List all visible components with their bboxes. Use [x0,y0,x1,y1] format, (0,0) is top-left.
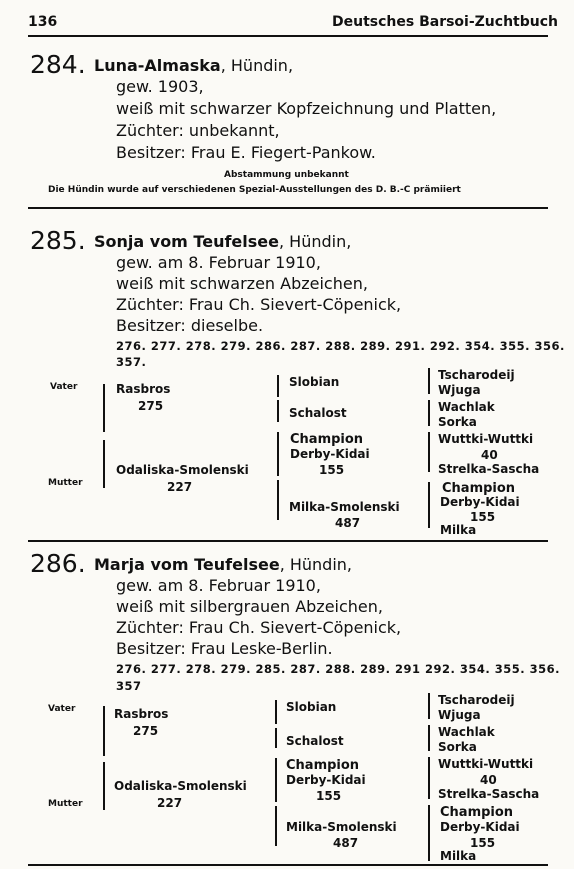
pedigree-brace [428,368,430,394]
dog-sex: , Hündin, [279,555,352,574]
ancestor: Wjuga [438,383,481,397]
reference-numbers: 276. 277. 278. 279. 285. 287. 288. 289. 291 292. 354. 355. 356. [116,662,561,676]
dog-sex: , Hündin, [220,56,294,75]
champion-title: Champion [290,432,364,447]
ancestor: Tscharodeij [438,368,515,382]
dam-number: 227 [167,480,193,494]
header-rule [28,35,548,37]
ancestor: Tscharodeij [438,693,515,707]
ancestor-number: 155 [470,836,496,850]
dam-name: Odaliska-Smolenski [116,463,249,477]
dog-name: Luna-Almaska [94,56,221,75]
birth-line: gew. am 8. Februar 1910, [116,253,321,272]
dam-sire-number: 155 [316,789,342,803]
ancestor: Wachlak [438,400,495,414]
dam-dam: Milka-Smolenski [289,500,400,514]
color-line: weiß mit schwarzer Kopfzeichnung und Platten, [116,99,497,118]
breeder-line: Züchter: Frau Ch. Sievert-Cöpenick, [116,295,402,314]
reference-numbers: 276. 277. 278. 279. 286. 287. 288. 289. 291. 292. 354. 355. 356. [116,339,565,353]
pedigree-brace [277,375,279,397]
champion-title: Champion [286,758,360,773]
ancestor: Wachlak [438,725,495,739]
entry-number: 286. [30,549,86,578]
ancestor: Derby-Kidai [440,820,520,834]
pedigree-brace [428,693,430,719]
owner-line: Besitzer: Frau Leske-Berlin. [116,639,333,658]
color-line: weiß mit schwarzen Abzeichen, [116,274,368,293]
pedigree-brace [428,432,430,472]
page-bottom-rule [28,864,548,866]
pedigree-brace [103,384,105,432]
ancestor: Sorka [438,740,477,754]
pedigree-brace [428,757,430,799]
dam-label: Mutter [48,799,83,809]
pedigree-brace [103,762,105,810]
entry-title [94,555,352,574]
dam-dam-number: 487 [335,516,361,530]
champion-title: Champion [442,481,516,496]
champion-title: Champion [440,805,514,820]
dam-sire: Derby-Kidai [290,447,370,461]
sire-name: Rasbros [116,382,171,396]
ancestor-number: 155 [470,510,496,524]
color-line: weiß mit silbergrauen Abzeichen, [116,597,383,616]
dam-number: 227 [157,796,183,810]
reference-numbers-cont: 357. [116,355,147,369]
birth-line: gew. am 8. Februar 1910, [116,576,321,595]
ancestor: Derby-Kidai [440,495,520,509]
sire-sire: Slobian [289,375,340,389]
ancestor: Wjuga [438,708,481,722]
sire-name: Rasbros [114,707,169,721]
entry-number: 284. [30,50,86,79]
breeder-line: Züchter: Frau Ch. Sievert-Cöpenick, [116,618,402,637]
entry-title [94,232,351,251]
award-note: Die Hündin wurde auf verschiedenen Spezial-Ausstellungen des D. B.-C prämiiert [48,185,461,195]
lineage-note: Abstammung unbekannt [224,170,349,180]
reference-numbers-cont: 357 [116,679,142,693]
ancestor: Sorka [438,415,477,429]
sire-dam: Schalost [289,406,347,420]
ancestor: Strelka-Sascha [438,462,540,476]
ancestor: Milka [440,849,477,863]
page-number: 136 [28,14,58,30]
dam-name: Odaliska-Smolenski [114,779,247,793]
pedigree-brace [275,728,277,748]
book-title: Deutsches Barsoi-Zuchtbuch [332,14,558,30]
sire-number: 275 [138,399,164,413]
dam-sire-number: 155 [319,463,345,477]
pedigree-brace [103,706,105,756]
pedigree-brace [428,482,430,528]
sire-label: Vater [48,704,76,714]
entry-title [94,56,293,75]
ancestor: Wuttki-Wuttki [438,757,534,771]
pedigree-brace [275,758,277,802]
dog-sex: , Hündin, [278,232,352,251]
birth-line: gew. 1903, [116,77,204,96]
ancestor: Wuttki-Wuttki [438,432,534,446]
dam-sire: Derby-Kidai [286,773,366,787]
sire-label: Vater [50,382,78,392]
sire-dam: Schalost [286,734,344,748]
pedigree-brace [277,400,279,422]
pedigree-brace [428,805,430,861]
pedigree-brace [275,806,277,846]
ancestor: Strelka-Sascha [438,787,540,801]
ancestor-number: 40 [480,773,497,787]
sire-number: 275 [133,724,159,738]
pedigree-brace [428,725,430,751]
owner-line: Besitzer: Frau E. Fiegert-Pankow. [116,143,376,162]
dog-name: Marja vom Teufelsee [94,555,280,574]
ancestor-number: 40 [481,448,498,462]
entry-number: 285. [30,226,86,255]
pedigree-brace [103,440,105,488]
pedigree-brace [275,700,277,724]
breeder-line: Züchter: unbekannt, [116,121,280,140]
entry-divider [28,207,548,209]
dam-dam-number: 487 [333,836,359,850]
pedigree-brace [277,432,279,476]
ancestor: Milka [440,523,477,537]
dog-name: Sonja vom Teufelsee [94,232,279,251]
dam-label: Mutter [48,478,83,488]
dam-dam: Milka-Smolenski [286,820,397,834]
sire-sire: Slobian [286,700,337,714]
owner-line: Besitzer: dieselbe. [116,316,264,335]
pedigree-brace [428,400,430,426]
entry-divider [28,540,548,542]
pedigree-brace [277,480,279,520]
